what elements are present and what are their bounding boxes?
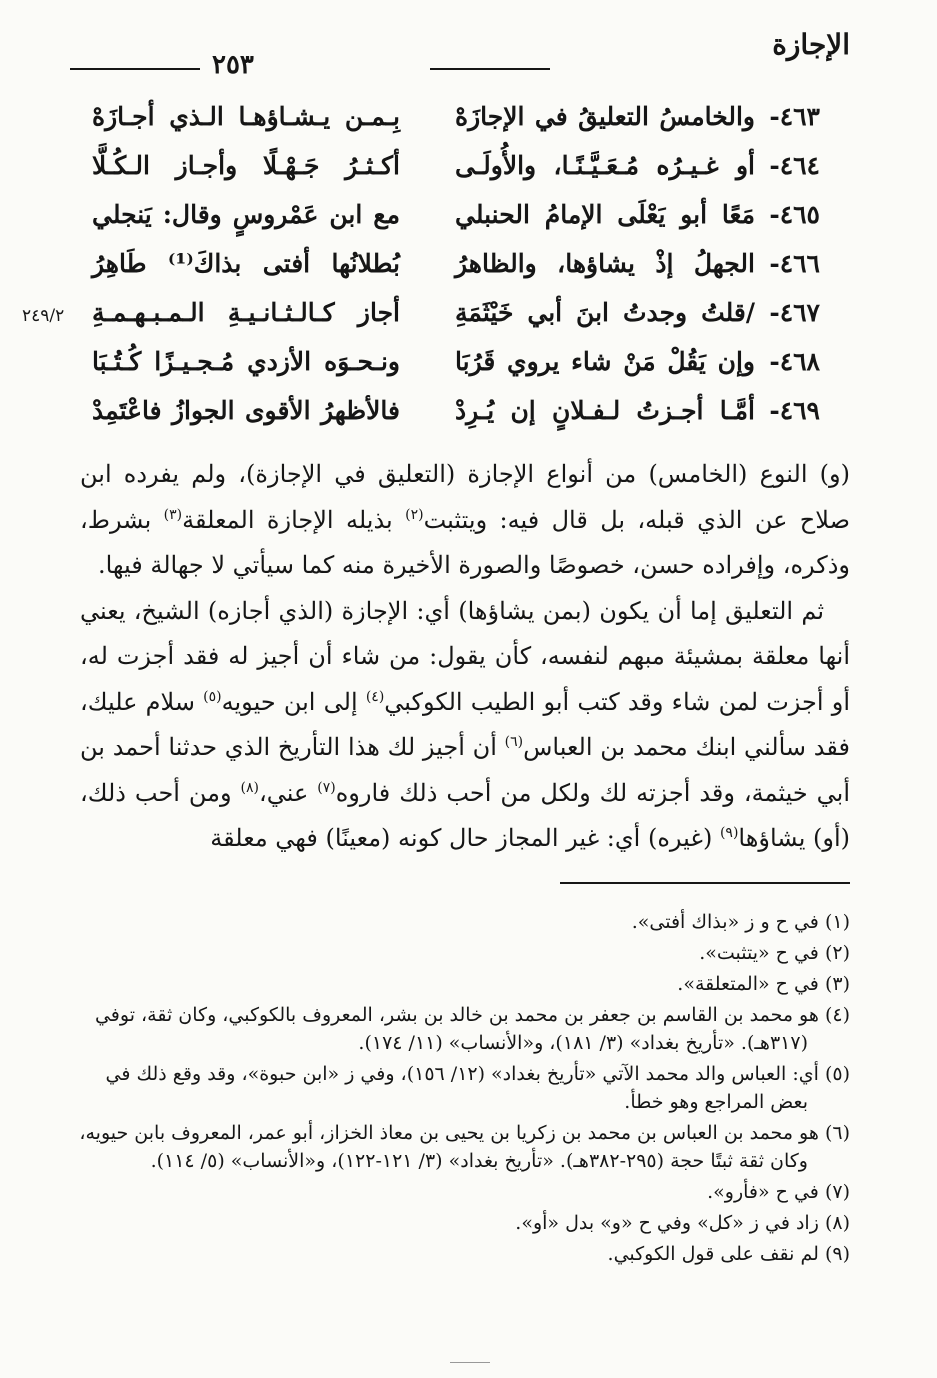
footnote-ref: (٥) — [203, 688, 222, 705]
scan-artifact-line — [450, 1362, 490, 1363]
footnote-text: في ح و ز «بذاك أفتى». — [631, 911, 819, 933]
verse-second-hemistich: بِـمـن يـشـاؤهـا الـذي أجـازَهْ — [92, 102, 400, 131]
verse-first-hemistich: وإن يَقُلْ مَنْ شاء يروي قَرُبَا — [455, 347, 755, 376]
footnote-ref: (٣) — [163, 506, 183, 523]
footnote-number: (٧) — [824, 1181, 850, 1203]
header-rule-left — [70, 68, 200, 70]
verse-second-hemistich: أجاز كـالـثـانـيـةِ الـمـبـهـمـةِ — [92, 298, 400, 327]
verse-first-hemistich: مَعًا أبو يَعْلَى الإمامُ الحنبلي — [455, 200, 755, 229]
footnote — [70, 1178, 850, 1206]
verse-number: ٤٦٧- — [769, 298, 820, 327]
verse-line — [80, 245, 820, 294]
margin-reference: ٢٤٩/٢ — [22, 306, 65, 326]
verse-second-hemistich: أكـثـرُ جَـهْـلًا وأجـاز الـكُـلَّا — [92, 151, 400, 180]
footnote-ref: (٧) — [317, 779, 336, 796]
footnote-text: في ح «فأرو». — [707, 1181, 819, 1203]
text-run: ثم التعليق إما أن يكون (بمن يشاؤها) أي: الإجازة (الذي أجازه) الشيخ، يعني أنها معلقة بمشيئة مبهم لنفسه، كأن يقول: من شاء أن أجيز له فقد أجزت له، أو أجزت لمن شاء وقد كتب أبو الطيب الكوكبي — [80, 596, 851, 716]
footnote-number: (٢) — [824, 942, 850, 964]
footnote-ref: (٤) — [365, 688, 385, 705]
text-run: بذيله الإجازة المعلقة — [182, 505, 406, 534]
footnote — [70, 1209, 850, 1237]
footnote-number: (٣) — [824, 973, 850, 995]
footnote-continuation: وكان ثقة ثبتًا حجة (٢٩٥-٣٨٢هـ). «تأريخ بغداد» (٣/ ١٢١-١٢٢)، و«الأنساب» (٥/ ١١٤). — [150, 1150, 808, 1172]
text-run: ومن أحب ذلك، (أو) يشاؤها — [80, 778, 850, 852]
verse-first-hemistich: أو غـيـرُه مُـعَـيَّـنًـا، والأُولَـى — [455, 151, 755, 180]
verse-line — [80, 294, 820, 343]
footnote-number: (١) — [824, 911, 850, 933]
verse-second-hemistich: مع ابن عَمْروسٍ وقال: يَنجلي — [92, 200, 400, 229]
footnote-text: لم نقف على قول الكوكبي. — [607, 1243, 819, 1265]
page-header — [70, 20, 850, 80]
footnote — [70, 1001, 850, 1057]
running-title: الإجازة — [772, 28, 850, 61]
footnote — [70, 908, 850, 936]
verse-line — [80, 196, 820, 245]
text-run: (و) النوع (الخامس) من أنواع الإجازة (التعليق في الإجازة)، ولم يفرده ابن صلاح عن الذي قبله، بل قال فيه: ويتثبت — [80, 460, 851, 534]
verse-second-hemistich: فالأظهرُ الأقوى الجوازُ فاعْتَمِدْ — [92, 396, 400, 425]
footnote-text: زاد في ز «كل» وفي ح «و» بدل «أو». — [515, 1212, 819, 1234]
footnote-continuation: (٣١٧هـ). «تأريخ بغداد» (٣/ ١٨١)، و«الأنساب» (١١/ ١٧٤). — [358, 1032, 808, 1054]
page-number: ٢٥٣ — [212, 50, 254, 80]
footnote-text: في ح «المتعلقة». — [677, 973, 819, 995]
text-run: عني، — [259, 778, 318, 807]
footnote-ref: (٦) — [504, 734, 524, 750]
footnote-number: (٤) — [824, 1004, 850, 1026]
verse-first-hemistich: والخامسُ التعليقُ في الإجازَهْ — [455, 102, 755, 131]
footnote-separator — [560, 882, 850, 884]
text-run: أن أجيز لك هذا التأريخ الذي حدثنا أحمد بن أبي خيثمة، وقد أجزته لك ولكل من أحب ذلك فاروه — [80, 733, 851, 807]
footnote — [70, 939, 850, 967]
footnote-continuation: بعض المراجع وهو خطأ. — [624, 1091, 808, 1113]
poem-verses — [80, 98, 820, 441]
footnote-ref: (٨) — [240, 779, 260, 796]
footnotes — [70, 908, 850, 1271]
footnote-number: (٦) — [824, 1122, 850, 1144]
footnote — [70, 1119, 850, 1175]
footnote — [70, 1240, 850, 1268]
verse-first-hemistich: الجهلُ إذْ يشاؤها، والظاهرُ — [455, 249, 755, 278]
verse-number: ٤٦٩- — [769, 396, 820, 425]
footnote — [70, 1060, 850, 1116]
verse-second-hemistich: بُطلانُها أفتى بذاكَ⁽¹⁾ طَاهِرُ — [92, 249, 400, 278]
text-run: (غيره) أي: غير المجاز حال كونه (معينًا) فهي معلقة — [210, 824, 720, 852]
commentary-paragraph — [80, 452, 850, 589]
commentary-paragraph — [80, 589, 850, 862]
footnote-text: هو محمد بن القاسم بن جعفر بن محمد بن خالد بن بشر، المعروف بالكوكبي، وكان ثقة، توفي — [94, 1004, 819, 1026]
commentary-text — [80, 452, 850, 862]
text-run: سلام عليك، فقد سألني ابنك محمد بن العباس — [80, 687, 850, 761]
verse-number: ٤٦٥- — [769, 200, 820, 229]
verse-first-hemistich: /قلتُ وجدتُ ابنَ أبي خَيْثَمَةِ — [455, 298, 755, 327]
footnote-ref: (٩) — [719, 825, 739, 841]
footnote-number: (٨) — [824, 1212, 850, 1234]
verse-number: ٤٦٨- — [769, 347, 820, 376]
verse-line — [80, 147, 820, 196]
verse-line — [80, 343, 820, 392]
footnote-number: (٩) — [824, 1243, 850, 1265]
footnote-number: (٥) — [824, 1063, 850, 1085]
verse-number: ٤٦٣- — [769, 102, 820, 131]
footnote-text: هو محمد بن العباس بن محمد بن زكريا بن يحيى بن معاذ الخزاز، أبو عمر، المعروف بابن حيويه، — [79, 1122, 819, 1144]
footnote-text: في ح «يتثبت». — [699, 942, 819, 964]
verse-first-hemistich: أمَّـا أجـزتُ لـفـلانٍ إن يُـرِدْ — [455, 396, 755, 425]
text-run: إلى ابن حيويه — [221, 687, 366, 716]
verse-line — [80, 98, 820, 147]
footnote — [70, 970, 850, 998]
verse-second-hemistich: ونـحـوَه الأزدي مُـجـيـزًا كُـتُـبَا — [92, 347, 400, 376]
footnote-text: أي: العباس والد محمد الآتي «تأريخ بغداد» (١٢/ ١٥٦)، وفي ز «ابن حبوة»، وقد وقع ذلك في — [105, 1063, 819, 1085]
text-run: بشرط، وذكره، وإفراده حسن، خصوصًا والصورة الأخيرة منه كما سيأتي لا جهالة فيها. — [80, 505, 850, 579]
footnote-ref: (٢) — [405, 506, 424, 523]
verse-number: ٤٦٦- — [769, 249, 820, 278]
verse-line — [80, 392, 820, 441]
header-rule-right — [430, 68, 550, 70]
verse-number: ٤٦٤- — [769, 151, 820, 180]
